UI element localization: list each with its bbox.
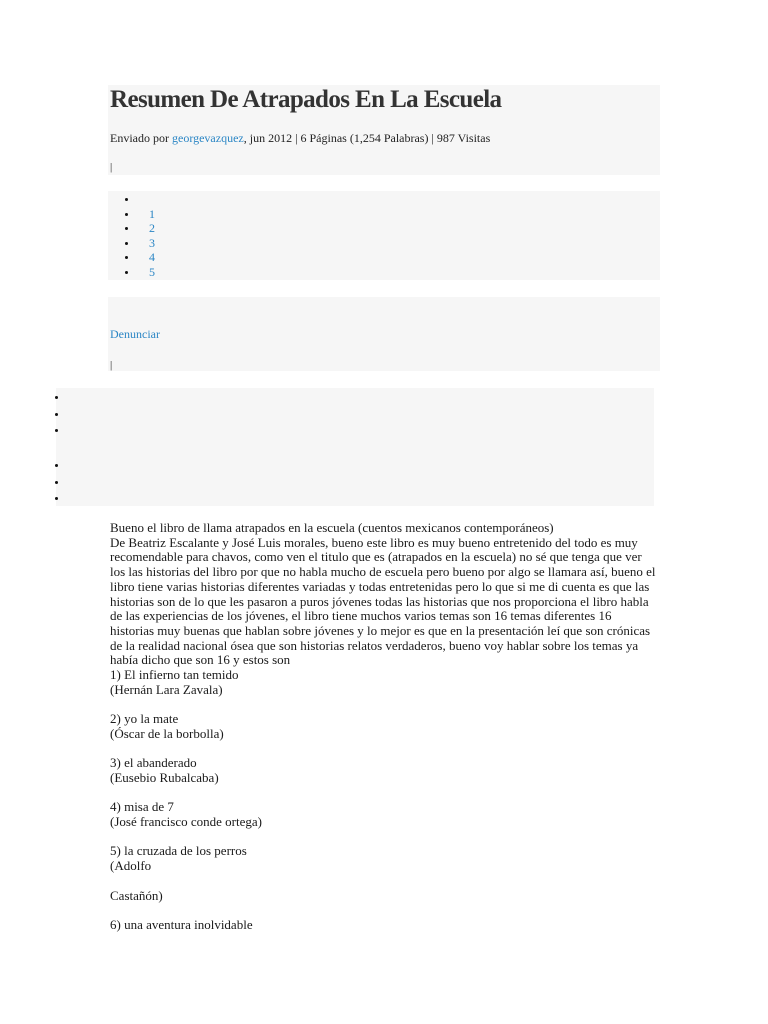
author-link[interactable]: georgevazquez: [172, 131, 244, 145]
page-link-3[interactable]: 3: [149, 235, 155, 250]
share-item[interactable]: [68, 474, 71, 491]
share-list-bottom: [60, 457, 71, 507]
story-author: (Eusebio Rubalcaba): [110, 769, 219, 785]
document-body: [110, 521, 658, 933]
story-item: [110, 800, 658, 829]
story-title: 4) misa de 7: [110, 799, 174, 815]
byline: [110, 131, 490, 146]
story-title: 6) una aventura inolvidable: [110, 916, 253, 932]
page-item: [138, 250, 155, 265]
story-item: [110, 918, 658, 933]
report-separator: |: [110, 359, 113, 371]
header-separator: |: [110, 161, 113, 173]
intro-line: Bueno el libro de llama atrapados en la escuela (cuentos mexicanos contemporáneos): [110, 520, 554, 535]
story-author: (Adolfo: [110, 858, 152, 874]
page-item: [138, 192, 155, 207]
story-item: [110, 756, 658, 785]
page-link-4[interactable]: 4: [149, 250, 155, 265]
page-item: [138, 236, 155, 251]
share-item[interactable]: [68, 457, 71, 474]
story-item: [110, 712, 658, 741]
story-author-continued: Castañón): [110, 887, 163, 903]
pagination: [130, 192, 155, 280]
page-item: [138, 207, 155, 222]
byline-meta: , jun 2012 | 6 Páginas (1,254 Palabras) | 987 Visitas: [243, 131, 491, 145]
story-item: [110, 668, 658, 697]
story-title: 3) el abanderado: [110, 755, 197, 771]
page-link-5[interactable]: 5: [149, 264, 155, 279]
report-panel: [108, 297, 660, 371]
story-author: (Óscar de la borbolla): [110, 725, 224, 741]
story-title: 5) la cruzada de los perros: [110, 843, 247, 859]
page-title: Resumen De Atrapados En La Escuela: [110, 86, 502, 113]
share-item[interactable]: [68, 406, 71, 423]
page-item: [138, 221, 155, 236]
pagination-panel: [108, 191, 660, 280]
share-item[interactable]: [68, 389, 71, 406]
share-item[interactable]: [68, 490, 71, 507]
story-author: (Hernán Lara Zavala): [110, 681, 223, 697]
report-link[interactable]: Denunciar: [110, 327, 160, 341]
page-item: [138, 265, 155, 280]
story-author: (José francisco conde ortega): [110, 814, 262, 830]
story-item: [110, 844, 658, 903]
page-link-1[interactable]: 1: [149, 206, 155, 221]
share-item[interactable]: [68, 422, 71, 439]
summary-paragraph: De Beatriz Escalante y José Luis morales, bueno este libro es muy bueno entretenido del todo es muy recomendable para chavos, como ven el titulo que es (atrapados en la escuela) no sé que tenga que ver los las historias del libro por que no habla mucho de escuela pero bueno por algo se llamara así, bueno el libro tiene varias historias diferentes variadas y todas entretenidas pero lo que si me di cuenta es que las historias son de lo que les pasaron a puros jóvenes todas las historias que nos proporciona el libro habla de las experiencias de los jóvenes, el libro tiene muchos varios temas son 16 temas diferentes 16 historias muy buenas que hablan sobre jóvenes y lo mejor es que en la presentación leí que son crónicas de la realidad nacional ósea que son historias relatos verdaderos, bueno voy hablar sobre los temas ya había dicho que son 16 y estos son: [110, 534, 656, 668]
story-title: 2) yo la mate: [110, 711, 179, 727]
share-panel: [56, 388, 654, 506]
share-list-top: [60, 389, 71, 439]
page-link-2[interactable]: 2: [149, 221, 155, 236]
story-title: 1) El infierno tan temido: [110, 667, 239, 683]
byline-prefix: Enviado por: [110, 131, 172, 145]
